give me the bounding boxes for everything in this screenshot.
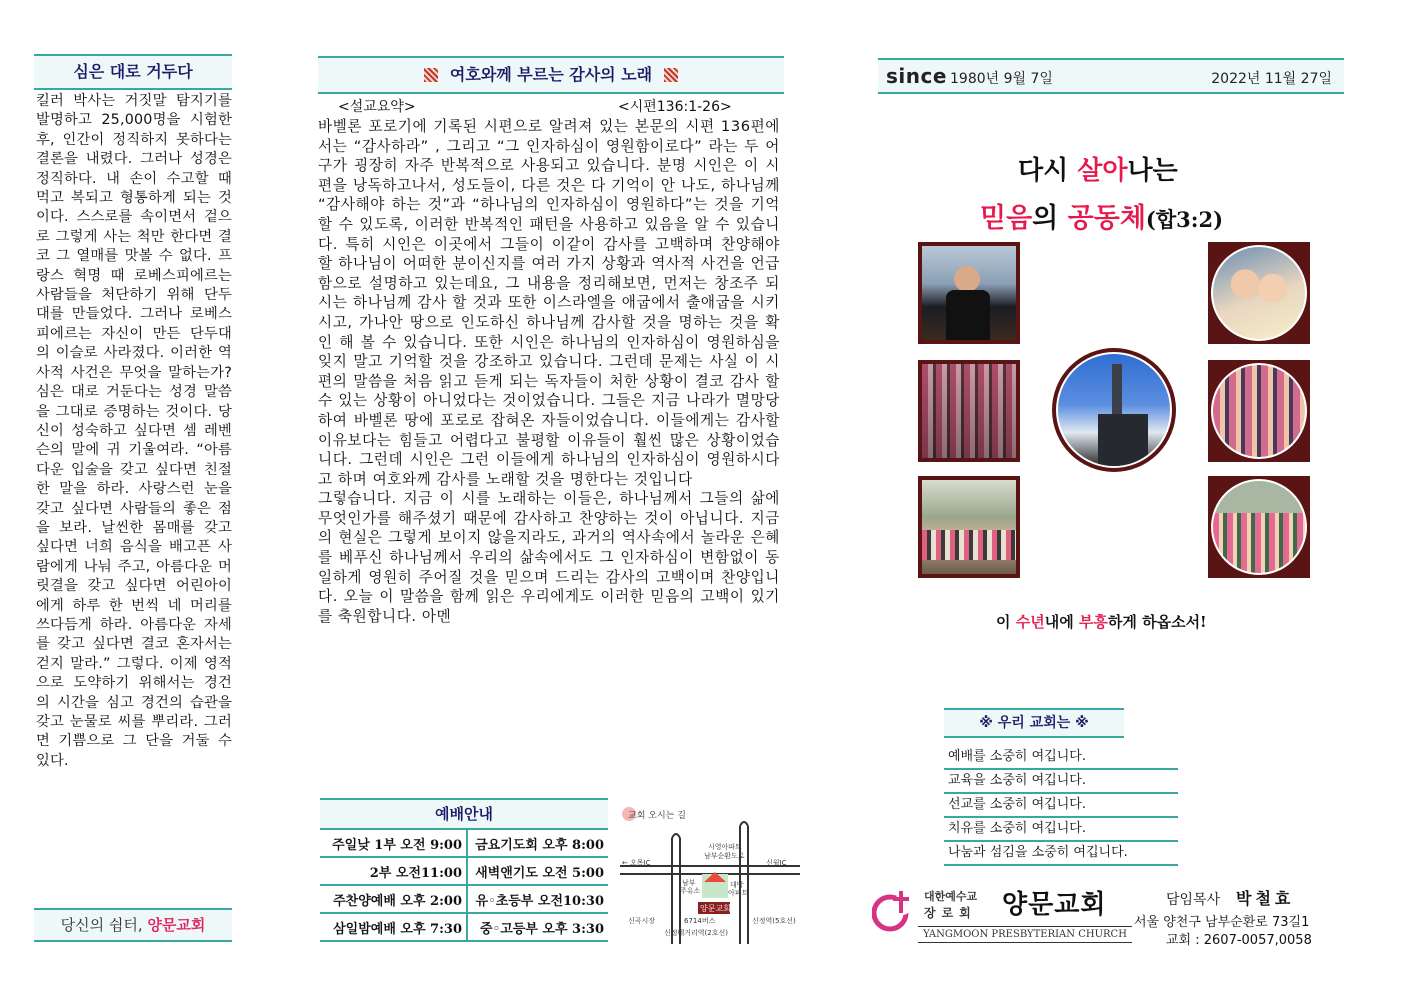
motto-highlight: 공동체 [1067, 203, 1146, 234]
worship-schedule-title: 예배안내 [320, 798, 608, 830]
value-item: 교육을 소중히 여깁니다. [944, 770, 1178, 794]
left-column-title: 심은 대로 거두다 [73, 62, 193, 81]
prayer-text: 하게 하옵소서! [1107, 613, 1207, 631]
photo-pastor-preaching [918, 242, 1020, 344]
founding-date: 1980년 9월 7일 [950, 71, 1053, 87]
church-address: 서울 양천구 남부순환로 73길1 [1134, 915, 1310, 930]
photo-congregation [1208, 360, 1310, 462]
table-cell: 중◦고등부 오후 3:30 [467, 913, 608, 941]
sermon-title: 여호와께 부르는 감사의 노래 [449, 65, 653, 84]
sermon-paragraph: 그렇습니다. 지금 이 시를 노래하는 이들은, 하나님께서 그들의 삶에 무엇인가를 해주셨기 때문에 감사하고 찬양하는 것이 아닙니다. 지금의 현실은 그렇게 보이지 않을지라도, 과거의 역사속에서 놀라운 은혜를 베푸신 하나님께서 우리의 삶속에서도 그 인자하심이 변함없이 동일하게 영원히 주어질 것을 믿으며 드리는 감사의 고백이며 찬양입니다. 오늘 이 말씀을 함께 읽은 우리에게도 이러한 믿음의 고백이 있기를 축원합니다. 아멘 [318, 490, 780, 625]
value-item: 나눔과 섬김을 소중히 여깁니다. [944, 842, 1178, 866]
table-cell: 주찬양예배 오후 2:00 [320, 885, 467, 913]
table-row [320, 913, 608, 941]
church-name: 양문교회 [1002, 890, 1107, 920]
map-label: 신정네거리역(2호선) [664, 929, 729, 937]
values-title: ※ 우리 교회는 ※ [944, 708, 1124, 738]
value-item: 예배를 소중히 여깁니다. [944, 746, 1178, 770]
prayer-line [996, 611, 1207, 632]
map-label: 신월IC [766, 859, 787, 867]
map-church-label: 양문교회 [700, 904, 731, 913]
table-cell: 주일낮 1부 오전 9:00 [320, 830, 467, 857]
bulletin-date: 2022년 11월 27일 [1211, 71, 1332, 87]
directions-map [620, 804, 800, 944]
map-label: 시영아파트 [708, 843, 742, 851]
map-label: 6714버스 [684, 917, 716, 925]
church-logo-icon [872, 887, 916, 933]
devotional-text: 킬러 박사는 거짓말 탐지기를 발명하고 25,000명을 시험한 후, 인간이 정직하지 못하다는 결론을 내렸다. 그러나 성경은 정직하다. 내 손이 수고할 때 먹고 복되고 형통하게 되는 것이다. 스스로를 속이면서 겉으로 그렇게 사는 척만 한다면 결코 그 열매를 맛볼 수 없다. 프랑스 혁명 때 로베스피에르는 사람들을 처단하기 위해 단두대를 만들었다. 그러나 로베스피에르는 자신이 만든 단두대의 이슬로 사라졌다. 이러한 역사적 사건은 무엇을 말하는가? 심은 대로 거둔다는 성경 말씀을 그대로 증명하는 것이다. 당신이 성숙하고 싶다면 셈 레벤슨의 말에 귀 기울여라. “아름다운 입술을 갖고 싶다면 친절한 말을 하라. 사랑스런 눈을 갖고 싶다면 사람들의 좋은 점을 보라. 날씬한 몸매를 갖고 싶다면 너희 음식을 배고픈 사람에게 나눠 주고, 아름다운 머릿결을 갖고 싶다면 어린아이에게 하루 한 번씩 네 머리를 쓰다듬게 하라. 아름다운 자세를 갖고 싶다면 결코 혼자서는 걷지 말라.” 그렇다. 이제 영적으로 도약하기 위해서는 경건의 시간을 심고 경건의 습관을 갖고 눈물로 씨를 뿌리라. 그러면 기쁨으로 그 단을 거둘 수 있다. [36, 93, 232, 769]
map-label: 신곡시장 [628, 917, 656, 925]
photo-choir [918, 360, 1020, 462]
sermon-header [318, 56, 784, 94]
map-label: 남부 [682, 879, 696, 887]
worship-table [320, 830, 608, 942]
map-label: 대방 [730, 881, 744, 889]
table-row [320, 885, 608, 913]
motto-line-2 [980, 196, 1223, 235]
photo-family [1208, 242, 1310, 344]
church-phone: 교회 : 2607-0057,0058 [1166, 933, 1312, 948]
map-label: ← 오목IC [622, 859, 651, 867]
scripture-reference: <시편136:1-26> [618, 99, 732, 115]
motto-reference: (합3:2) [1145, 207, 1224, 232]
prayer-highlight: 부흥 [1078, 613, 1108, 631]
table-cell: 삼일밤예배 오후 7:30 [320, 913, 467, 941]
motto-highlight: 살아 [1077, 156, 1128, 186]
church-values [944, 708, 1178, 866]
footer-church-name: 양문교회 [147, 916, 206, 934]
church-name-english: YANGMOON PRESBYTERIAN CHURCH [918, 926, 1132, 943]
sermon-summary-label: <설교요약> [338, 99, 416, 115]
since-label: since [886, 64, 947, 88]
map-label: 주유소 [680, 887, 701, 895]
map-label: 남부순환도로 [704, 852, 745, 860]
denomination-line-2: 장로회 [924, 906, 977, 920]
prayer-text: 내에 [1044, 613, 1079, 631]
map-label: 신정역(5호선) [752, 917, 796, 925]
decor-square-icon [424, 68, 438, 82]
motto-text: 나는 [1127, 156, 1178, 186]
pastor-name: 박철효 [1236, 889, 1295, 908]
table-row [320, 830, 608, 857]
table-cell: 유◦초등부 오전10:30 [467, 885, 608, 913]
value-item: 치유를 소중히 여깁니다. [944, 818, 1178, 842]
prayer-text: 이 [996, 613, 1016, 631]
table-row [320, 857, 608, 885]
table-cell: 2부 오전11:00 [320, 857, 467, 885]
table-cell: 금요기도회 오후 8:00 [467, 830, 608, 857]
photo-outdoor-gathering [918, 476, 1020, 578]
photo-group [1208, 476, 1310, 578]
photo-church-building [1052, 348, 1176, 472]
motto-text: 다시 [1018, 156, 1078, 186]
prayer-highlight: 수년 [1015, 613, 1045, 631]
value-item: 선교를 소중히 여깁니다. [944, 794, 1178, 818]
since-bar [878, 58, 1344, 94]
sermon-body [318, 117, 780, 626]
motto-highlight: 믿음 [980, 203, 1033, 234]
left-footer [34, 908, 232, 942]
worship-schedule [320, 798, 608, 942]
footer-prefix: 당신의 쉼터, [60, 916, 143, 934]
pastor-label: 담임목사 [1166, 892, 1221, 908]
denomination-line-1: 대한예수교 [924, 890, 978, 903]
motto-text: 의 [1032, 203, 1068, 234]
decor-square-icon [664, 68, 678, 82]
motto-line-1 [1018, 150, 1178, 187]
left-column-header [34, 54, 232, 90]
map-label: 아파트 [728, 889, 749, 897]
table-cell: 새벽앤기도 오전 5:00 [467, 857, 608, 885]
map-title: 교회 오시는 길 [628, 811, 686, 821]
sermon-paragraph: 바벨론 포로기에 기록된 시편으로 알려져 있는 본문의 시편 136편에서는 “감사하라” , 그리고 “그 인자하심이 영원함이로다” 라는 두 어구가 굉장히 자주 반복적으로 사용되고 있습니다. 분명 시인은 이 시편을 낭독하고나서, 성도들이, 다른 것은 다 기억이 안 나도, 하나님께 “감사해야 하는 것”과 “하나님의 인자하심이 영원하다”는 것을 기억할 수 있도록, 이러한 반복적인 패턴을 사용하고 있음을 알 수 있습니다. 특히 시인은 이곳에서 그들이 이같이 감사를 고백하며 찬양해야 할 하나님이 어떠한 분이신지를 여러 가지 상황과 역사적 사건을 언급함으로 설명하고 있는데요, 그 내용을 정리해보면, 먼저는 창조주 되시는 하나님께 감사 할 것과 또한 이스라엘을 애굽에서 출애굽을 시키시고, 가나안 땅으로 인도하신 하나님께 감사할 것을 명하는 것을 확인 해 볼 수 있습니다. 또한 시인은 하나님의 인자하심이 영원하심을 잊지 말고 기억할 것을 강조하고 있습니다. 그런데 문제는 사실 이 시편의 말씀을 처음 읽고 듣게 되는 독자들이 처한 상황이 결코 감사 할 수 있는 상황이 아니었다는 것이었습니다. 그들은 지금 나라가 멸망당하여 바벨론 땅에 포로로 잡혀온 자들이었습니다. 이들에게는 감사할 이유보다는 힘들고 어렵다고 불평할 이유들이 훨씬 많은 상황이었습니다. 그런데 시인은 그런 이들에게 하나님의 인자하심이 영원하시다고 하며 여호와께 감사를 노래할 것을 명한다는 것입니다 [318, 118, 780, 488]
